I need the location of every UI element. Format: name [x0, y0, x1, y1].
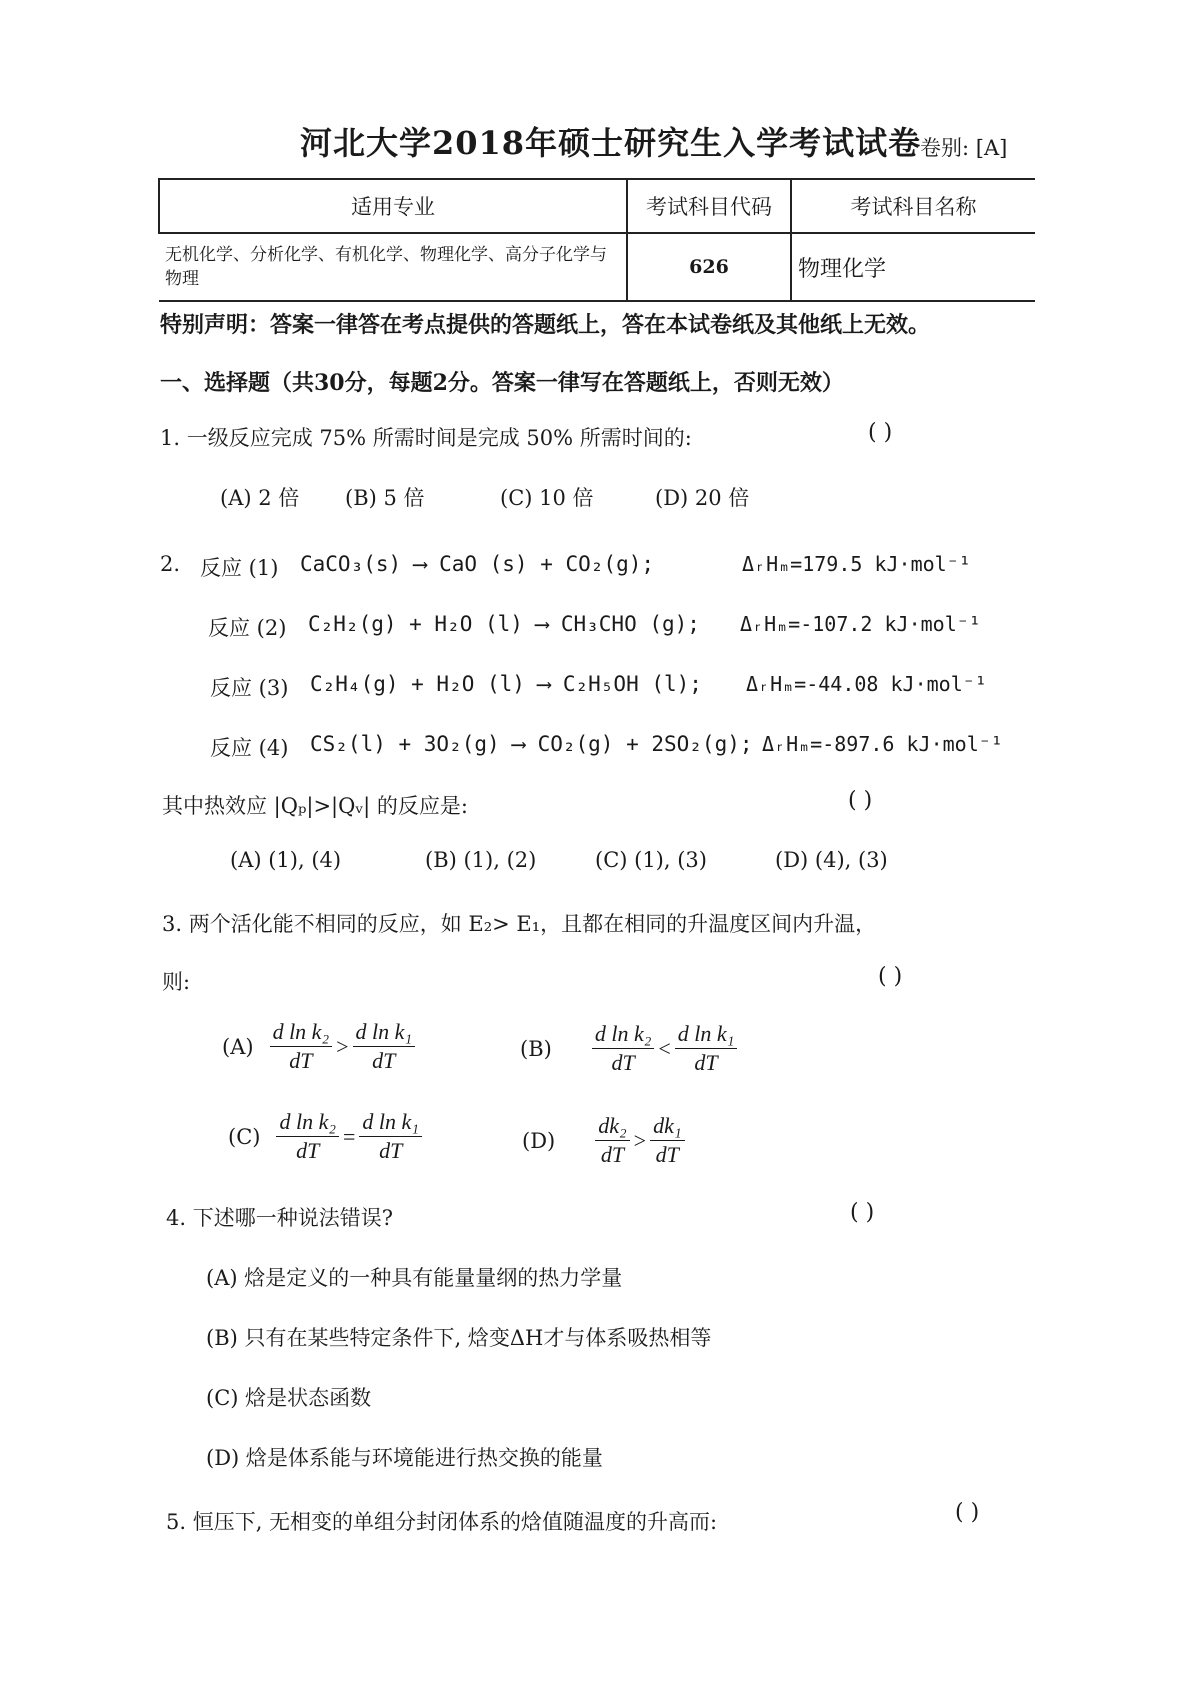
- fraction-numerator: d ln k₂: [270, 1018, 333, 1047]
- q3-option-d-relation: >: [633, 1127, 647, 1153]
- fraction-numerator: d ln k₂: [276, 1108, 339, 1137]
- fraction-numerator: dk₁: [650, 1112, 684, 1141]
- q3-stem: 3. 两个活化能不相同的反应，如 E₂> E₁，且都在相同的升温度区间内升温，: [162, 912, 877, 936]
- q2-option-b: (B) (1), (2): [425, 848, 537, 872]
- fraction-denominator: dT: [694, 1050, 718, 1075]
- paper-version: 卷别: [A]: [920, 136, 1008, 160]
- fraction-denominator: dT: [600, 1142, 625, 1167]
- q3-option-b: [520, 1020, 737, 1077]
- q5-answer-blank: ( ): [955, 1500, 980, 1525]
- q3-option-c-right-fraction: [359, 1108, 422, 1165]
- q3-option-d-label: (D): [522, 1128, 556, 1153]
- q2-reaction-4-equation: CS₂(l) + 3O₂(g) ⟶ CO₂(g) + 2SO₂(g);: [310, 732, 753, 756]
- q3-option-d-right-fraction: [650, 1112, 684, 1169]
- fraction-numerator: d ln k₂: [592, 1020, 655, 1049]
- fraction-denominator: dT: [289, 1048, 313, 1073]
- q3-stem-continued: 则:: [162, 970, 191, 994]
- q3-option-b-label: (B): [520, 1036, 552, 1061]
- subject-name: 物理化学: [791, 233, 1035, 301]
- q1-answer-blank: ( ): [868, 420, 893, 445]
- fraction-numerator: d ln k₁: [353, 1018, 416, 1047]
- q1-option-c: (C) 10 倍: [500, 486, 594, 510]
- header-name: 考试科目名称: [791, 179, 1035, 233]
- q2-option-d: (D) (4), (3): [775, 848, 888, 872]
- exam-title: 河北大学2018年硕士研究生入学考试试卷: [300, 124, 922, 162]
- q2-option-c: (C) (1), (3): [595, 848, 707, 872]
- q3-option-d: [522, 1112, 685, 1169]
- q4-option-c: (C) 焓是状态函数: [206, 1386, 372, 1410]
- fraction-denominator: dT: [655, 1142, 679, 1167]
- q2-option-a: (A) (1), (4): [230, 848, 342, 872]
- fraction-numerator: dk₂: [595, 1112, 629, 1141]
- section-heading: 一、选择题（共30分，每题2分。答案一律写在答题纸上，否则无效）: [160, 370, 844, 396]
- q3-answer-blank: ( ): [878, 964, 903, 989]
- header-code: 考试科目代码: [627, 179, 791, 233]
- q4-option-b: (B) 只有在某些特定条件下, 焓变ΔH才与体系吸热相等: [206, 1326, 712, 1350]
- q5-stem: 5. 恒压下, 无相变的单组分封闭体系的焓值随温度的升高而:: [166, 1510, 718, 1534]
- q3-option-a-label: (A): [222, 1034, 254, 1059]
- fraction-denominator: dT: [296, 1138, 320, 1163]
- q3-option-c-label: (C): [228, 1124, 261, 1149]
- q3-option-a-left-fraction: [270, 1018, 333, 1075]
- q2-reaction-3-equation: C₂H₄(g) + H₂O (l) ⟶ C₂H₅OH (l);: [310, 672, 702, 696]
- q4-stem: 4. 下述哪一种说法错误?: [166, 1206, 393, 1230]
- q2-reaction-2-label: 反应 (2): [208, 616, 287, 640]
- q4-option-d: (D) 焓是体系能与环境能进行热交换的能量: [206, 1446, 603, 1470]
- q2-reaction-1-label: 反应 (1): [200, 556, 279, 580]
- q2-reaction-4-label: 反应 (4): [210, 736, 289, 760]
- special-notice: 特别声明：答案一律答在考点提供的答题纸上，答在本试卷纸及其他纸上无效。: [160, 312, 931, 338]
- q3-option-b-relation: <: [658, 1035, 671, 1061]
- q3-option-c: [228, 1108, 422, 1165]
- fraction-denominator: dT: [611, 1050, 635, 1075]
- q2-number: 2.: [160, 552, 181, 576]
- subject-code: 626: [627, 233, 791, 301]
- q2-reaction-1-equation: CaCO₃(s) ⟶ CaO (s) + CO₂(g);: [300, 552, 655, 576]
- fraction-numerator: d ln k₁: [675, 1020, 738, 1049]
- fraction-numerator: d ln k₁: [359, 1108, 422, 1137]
- q1-stem: 1. 一级反应完成 75% 所需时间是完成 50% 所需时间的:: [160, 426, 692, 450]
- q3-option-b-left-fraction: [592, 1020, 655, 1077]
- q2-reaction-3-label: 反应 (3): [210, 676, 289, 700]
- exam-info-table: [158, 178, 1035, 302]
- q2-reaction-2-equation: C₂H₂(g) + H₂O (l) ⟶ CH₃CHO (g);: [308, 612, 700, 636]
- q2-reaction-2-enthalpy: ΔᵣHₘ=-107.2 kJ·mol⁻¹: [740, 612, 981, 636]
- q3-option-c-relation: =: [343, 1123, 356, 1149]
- fraction-denominator: dT: [372, 1048, 396, 1073]
- q3-option-a-relation: >: [336, 1033, 349, 1059]
- q3-option-a: [222, 1018, 415, 1075]
- q3-option-a-right-fraction: [353, 1018, 416, 1075]
- major-list: 无机化学、分析化学、有机化学、物理化学、高分子化学与物理: [159, 233, 627, 301]
- q4-answer-blank: ( ): [850, 1200, 875, 1225]
- q4-option-a: (A) 焓是定义的一种具有能量量纲的热力学量: [206, 1266, 623, 1290]
- q3-option-b-right-fraction: [675, 1020, 738, 1077]
- q1-option-b: (B) 5 倍: [345, 486, 425, 510]
- q2-reaction-4-enthalpy: ΔᵣHₘ=-897.6 kJ·mol⁻¹: [762, 732, 1003, 756]
- q3-option-d-left-fraction: [595, 1112, 629, 1169]
- q1-option-a: (A) 2 倍: [220, 486, 300, 510]
- q1-option-d: (D) 20 倍: [655, 486, 750, 510]
- q2-stem: 其中热效应 |Qₚ|>|Qᵥ| 的反应是:: [162, 794, 468, 818]
- q2-answer-blank: ( ): [848, 788, 873, 813]
- q2-reaction-3-enthalpy: ΔᵣHₘ=-44.08 kJ·mol⁻¹: [746, 672, 987, 696]
- fraction-denominator: dT: [379, 1138, 403, 1163]
- header-major: 适用专业: [159, 179, 627, 233]
- q3-option-c-left-fraction: [276, 1108, 339, 1165]
- q2-reaction-1-enthalpy: ΔᵣHₘ=179.5 kJ·mol⁻¹: [742, 552, 971, 576]
